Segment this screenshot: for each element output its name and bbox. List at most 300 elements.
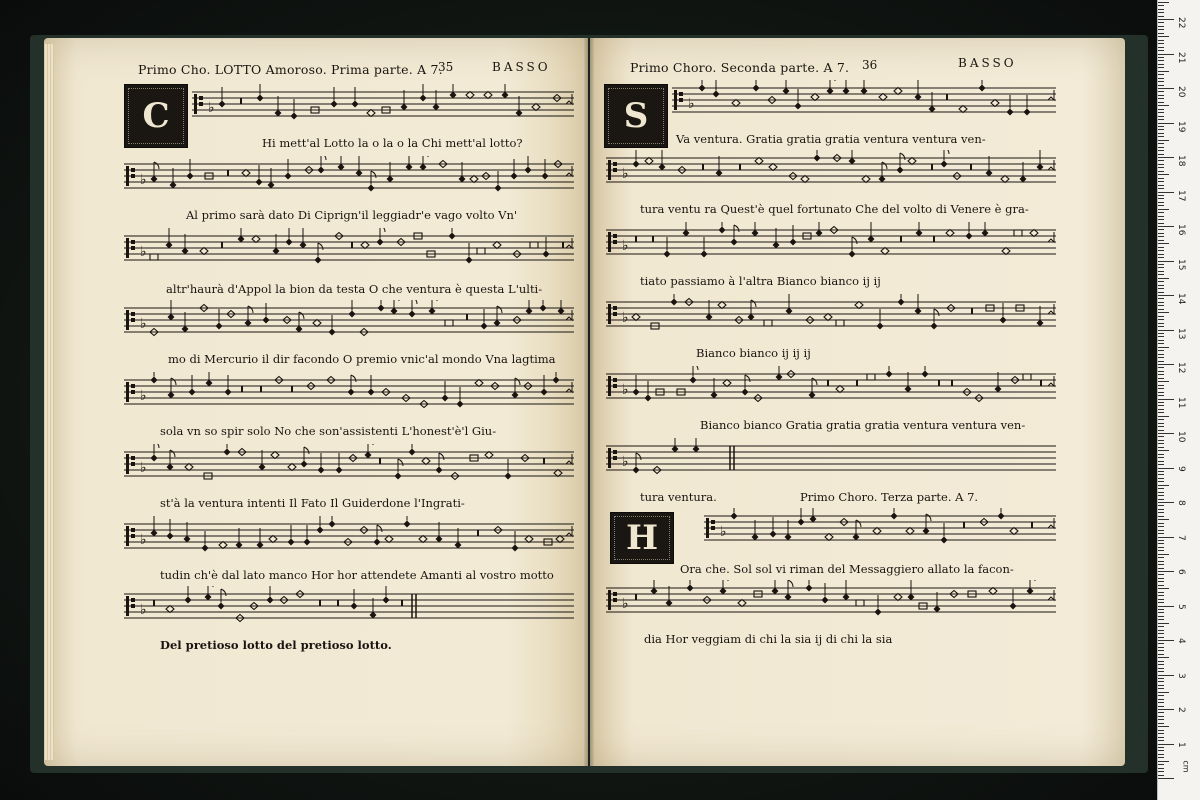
- ruler-tick: [1158, 775, 1164, 776]
- ruler-tick: [1158, 457, 1164, 458]
- lyric-line: Del pretioso lotto del pretioso lotto.: [160, 638, 392, 652]
- ruler-number: 7: [1176, 534, 1186, 541]
- ruler-tick: [1158, 381, 1169, 382]
- ruler-tick: [1158, 9, 1164, 10]
- music-staff: [124, 300, 574, 344]
- lyric-line: Bianco bianco ij ij ij: [696, 346, 811, 360]
- ruler-number: 20: [1176, 86, 1186, 98]
- ruler-number: 12: [1176, 362, 1186, 374]
- ruler-tick: [1158, 761, 1169, 762]
- ruler-tick: [1158, 178, 1164, 179]
- ruler-tick: [1158, 292, 1164, 293]
- ruler-tick: [1158, 409, 1164, 410]
- ruler-tick: [1158, 188, 1164, 189]
- ruler-tick: [1158, 57, 1164, 58]
- ruler-tick: [1158, 481, 1164, 482]
- ruler-tick: [1158, 685, 1164, 686]
- svg-text:♭: ♭: [140, 172, 147, 188]
- ruler-tick: [1158, 616, 1164, 617]
- ruler-tick: [1158, 40, 1164, 41]
- music-staff: [124, 586, 574, 630]
- ruler-tick: [1158, 126, 1164, 127]
- ruler-tick: [1158, 254, 1164, 255]
- decorated-initial-s: [604, 84, 668, 148]
- music-staff: [124, 444, 574, 488]
- ruler-tick: [1158, 744, 1174, 745]
- ruler-tick: [1158, 675, 1174, 676]
- ruler-tick: [1158, 43, 1164, 44]
- ruler-tick: [1158, 202, 1164, 203]
- ruler-tick: [1158, 471, 1164, 472]
- ruler-tick: [1158, 123, 1174, 124]
- ruler-tick: [1158, 302, 1164, 303]
- ruler-tick: [1158, 85, 1164, 86]
- music-staff: [124, 156, 574, 200]
- ruler-tick: [1158, 371, 1164, 372]
- lyric-line: altr'haurà d'Appol la bion da testa O che ventura è questa L'ulti-: [166, 282, 543, 296]
- ruler-tick: [1158, 661, 1164, 662]
- svg-text:♭: ♭: [140, 244, 147, 260]
- ruler-tick: [1158, 205, 1164, 206]
- book-gutter: [584, 38, 594, 766]
- ruler-tick: [1158, 623, 1169, 624]
- ruler-tick: [1158, 309, 1164, 310]
- ruler-tick: [1158, 323, 1164, 324]
- ruler-tick: [1158, 668, 1164, 669]
- ruler-tick: [1158, 526, 1164, 527]
- ruler-tick: [1158, 5, 1164, 6]
- ruler-tick: [1158, 523, 1164, 524]
- ruler-tick: [1158, 278, 1169, 279]
- ruler-tick: [1158, 757, 1164, 758]
- ruler-tick: [1158, 347, 1169, 348]
- ruler-tick: [1158, 533, 1164, 534]
- ruler-tick: [1158, 499, 1164, 500]
- ruler-number: 14: [1176, 293, 1186, 305]
- ruler-tick: [1158, 233, 1164, 234]
- ruler-tick: [1158, 261, 1174, 262]
- svg-text:♭: ♭: [208, 100, 215, 116]
- ruler-tick: [1158, 633, 1164, 634]
- ruler-tick: [1158, 240, 1164, 241]
- ruler-tick: [1158, 478, 1164, 479]
- ruler-number: 1: [1176, 741, 1186, 748]
- ruler-tick: [1158, 519, 1169, 520]
- ruler-tick: [1158, 336, 1164, 337]
- ruler-tick: [1158, 771, 1164, 772]
- ruler-tick: [1158, 606, 1174, 607]
- ruler-tick: [1158, 557, 1164, 558]
- ruler-tick: [1158, 671, 1164, 672]
- ruler-tick: [1158, 399, 1174, 400]
- svg-text:♭: ♭: [622, 238, 629, 254]
- ruler-tick: [1158, 657, 1169, 658]
- ruler-tick: [1158, 33, 1164, 34]
- music-staff: [606, 294, 1056, 338]
- ruler-tick: [1158, 167, 1164, 168]
- ruler-tick: [1158, 171, 1164, 172]
- ruler-number: 11: [1176, 396, 1186, 408]
- svg-text:♭: ♭: [622, 596, 629, 612]
- ruler-tick: [1158, 509, 1164, 510]
- ruler-number: 13: [1176, 327, 1186, 339]
- ruler-tick: [1158, 88, 1174, 89]
- ruler-tick: [1158, 550, 1164, 551]
- lyric-line: dia Hor veggiam di chi la sia ij di chi la sia: [644, 632, 893, 646]
- ruler-tick: [1158, 709, 1174, 710]
- music-staff: [192, 84, 574, 128]
- left-page-header: Primo Cho. LOTTO Amoroso. Prima parte. A 7.: [138, 62, 443, 77]
- ruler-tick: [1158, 654, 1164, 655]
- ruler-number: 17: [1176, 189, 1186, 201]
- ruler-tick: [1158, 2, 1169, 3]
- ruler-tick: [1158, 430, 1164, 431]
- ruler-tick: [1158, 730, 1164, 731]
- ruler-tick: [1158, 512, 1164, 513]
- music-staff: [672, 80, 1056, 124]
- svg-text:♭: ♭: [720, 524, 727, 540]
- ruler-tick: [1158, 71, 1169, 72]
- ruler-tick: [1158, 768, 1164, 769]
- lyric-line: Al primo sarà dato Di Ciprign'il leggiadr'e vago volto Vn': [186, 208, 518, 222]
- ruler-tick: [1158, 592, 1164, 593]
- ruler-tick: [1158, 288, 1164, 289]
- ruler-tick: [1158, 298, 1164, 299]
- ruler-tick: [1158, 516, 1164, 517]
- ruler-tick: [1158, 461, 1164, 462]
- ruler-tick: [1158, 637, 1164, 638]
- ruler-tick: [1158, 267, 1164, 268]
- svg-text:♭: ♭: [622, 166, 629, 182]
- ruler-tick: [1158, 726, 1169, 727]
- ruler-tick: [1158, 316, 1164, 317]
- ruler-tick: [1158, 333, 1164, 334]
- initial-letter: H: [625, 518, 659, 558]
- ruler-tick: [1158, 561, 1164, 562]
- lyric-line: Bianco bianco Gratia gratia gratia ventura ventura ven-: [700, 418, 1026, 432]
- ruler-number: 16: [1176, 224, 1186, 236]
- svg-text:♭: ♭: [140, 602, 147, 618]
- ruler-tick: [1158, 136, 1164, 137]
- ruler-tick: [1158, 274, 1164, 275]
- ruler-tick: [1158, 436, 1164, 437]
- ruler-tick: [1158, 112, 1164, 113]
- ruler-tick: [1158, 612, 1164, 613]
- right-page-header: Primo Choro. Seconda parte. A 7.: [630, 60, 850, 75]
- ruler-tick: [1158, 492, 1164, 493]
- ruler-tick: [1158, 699, 1164, 700]
- ruler-tick: [1158, 468, 1174, 469]
- ruler-tick: [1158, 619, 1164, 620]
- ruler-tick: [1158, 688, 1164, 689]
- ruler-tick: [1158, 630, 1164, 631]
- ruler-tick: [1158, 229, 1164, 230]
- ruler-tick: [1158, 474, 1164, 475]
- svg-text:♭: ♭: [140, 316, 147, 332]
- ruler-tick: [1158, 119, 1164, 120]
- lyric-line: tudin ch'è dal lato manco Hor hor attendete Amanti al vostro motto: [160, 568, 554, 582]
- ruler-tick: [1158, 440, 1164, 441]
- ruler-number: 10: [1176, 431, 1186, 443]
- ruler-tick: [1158, 133, 1164, 134]
- ruler-tick: [1158, 343, 1164, 344]
- ruler-tick: [1158, 433, 1174, 434]
- ruler-tick: [1158, 185, 1164, 186]
- ruler-tick: [1158, 447, 1164, 448]
- ruler-tick: [1158, 102, 1164, 103]
- ruler-tick: [1158, 109, 1164, 110]
- ruler-tick: [1158, 695, 1164, 696]
- ruler-tick: [1158, 16, 1164, 17]
- right-page-voice: BASSO: [958, 56, 1017, 70]
- ruler-tick: [1158, 64, 1164, 65]
- ruler-tick: [1158, 485, 1169, 486]
- ruler-tick: [1158, 585, 1164, 586]
- svg-text:♭: ♭: [140, 460, 147, 476]
- ruler-tick: [1158, 554, 1169, 555]
- decorated-initial-h: [610, 512, 674, 564]
- ruler-tick: [1158, 74, 1164, 75]
- svg-text:♭: ♭: [622, 454, 629, 470]
- ruler-tick: [1158, 530, 1164, 531]
- lyric-line: tura ventura.: [640, 490, 717, 504]
- ruler-tick: [1158, 326, 1164, 327]
- music-staff: [124, 228, 574, 272]
- lyric-line: Hi mett'al Lotto la o la o la Chi mett'al lotto?: [262, 136, 523, 150]
- ruler-tick: [1158, 543, 1164, 544]
- ruler-tick: [1158, 419, 1164, 420]
- ruler-tick: [1158, 650, 1164, 651]
- ruler-unit: cm: [1181, 760, 1191, 773]
- ruler-tick: [1158, 212, 1164, 213]
- ruler-tick: [1158, 502, 1174, 503]
- ruler-tick: [1158, 712, 1164, 713]
- measurement-ruler: [1157, 0, 1200, 800]
- ruler-tick: [1158, 423, 1164, 424]
- svg-text:♭: ♭: [622, 382, 629, 398]
- ruler-tick: [1158, 450, 1169, 451]
- ruler-tick: [1158, 26, 1164, 27]
- ruler-tick: [1158, 702, 1164, 703]
- ruler-tick: [1158, 581, 1164, 582]
- ruler-tick: [1158, 226, 1174, 227]
- initial-letter: S: [623, 96, 649, 136]
- ruler-tick: [1158, 67, 1164, 68]
- ruler-tick: [1158, 95, 1164, 96]
- ruler-tick: [1158, 547, 1164, 548]
- ruler-tick: [1158, 488, 1164, 489]
- ruler-number: 3: [1176, 672, 1186, 679]
- ruler-tick: [1158, 412, 1164, 413]
- ruler-tick: [1158, 22, 1164, 23]
- music-staff: [606, 438, 1056, 482]
- ruler-tick: [1158, 454, 1164, 455]
- ruler-tick: [1158, 568, 1164, 569]
- ruler-tick: [1158, 12, 1164, 13]
- ruler-tick: [1158, 54, 1174, 55]
- ruler-tick: [1158, 595, 1164, 596]
- ruler-number: 9: [1176, 465, 1186, 472]
- music-staff: [606, 366, 1056, 410]
- ruler-tick: [1158, 750, 1164, 751]
- ruler-number: 21: [1176, 51, 1186, 63]
- lyric-line: st'à la ventura intenti Il Fato Il Guiderdone l'Ingrati-: [160, 496, 465, 510]
- ruler-tick: [1158, 640, 1174, 641]
- ruler-tick: [1158, 243, 1169, 244]
- ruler-tick: [1158, 264, 1164, 265]
- ruler-tick: [1158, 664, 1164, 665]
- ruler-tick: [1158, 81, 1164, 82]
- ruler-tick: [1158, 154, 1164, 155]
- ruler-tick: [1158, 247, 1164, 248]
- ruler-tick: [1158, 174, 1169, 175]
- ruler-tick: [1158, 495, 1164, 496]
- ruler-tick: [1158, 737, 1164, 738]
- decorated-initial-c: [124, 84, 188, 148]
- ruler-tick: [1158, 350, 1164, 351]
- ruler-tick: [1158, 402, 1164, 403]
- ruler-tick: [1158, 426, 1164, 427]
- ruler-tick: [1158, 250, 1164, 251]
- ruler-tick: [1158, 105, 1169, 106]
- ruler-tick: [1158, 723, 1164, 724]
- ruler-tick: [1158, 588, 1169, 589]
- music-staff: [124, 372, 574, 416]
- ruler-tick: [1158, 378, 1164, 379]
- ruler-tick: [1158, 209, 1169, 210]
- ruler-tick: [1158, 50, 1164, 51]
- ruler-tick: [1158, 91, 1164, 92]
- ruler-tick: [1158, 271, 1164, 272]
- ruler-tick: [1158, 195, 1164, 196]
- lyric-line: sola vn so spir solo No che son'assistenti L'honest'è'l Giu-: [160, 424, 497, 438]
- ruler-tick: [1158, 354, 1164, 355]
- ruler-tick: [1158, 364, 1174, 365]
- music-staff: [704, 508, 1056, 552]
- ruler-tick: [1158, 216, 1164, 217]
- lyric-line: Ora che. Sol sol vi riman del Messaggiero allato la facon-: [680, 562, 1014, 576]
- ruler-tick: [1158, 643, 1164, 644]
- ruler-tick: [1158, 129, 1164, 130]
- ruler-tick: [1158, 157, 1174, 158]
- ruler-tick: [1158, 312, 1169, 313]
- ruler-tick: [1158, 692, 1169, 693]
- ruler-tick: [1158, 116, 1164, 117]
- ruler-tick: [1158, 285, 1164, 286]
- ruler-tick: [1158, 716, 1164, 717]
- ruler-tick: [1158, 140, 1169, 141]
- svg-text:♭: ♭: [140, 532, 147, 548]
- ruler-tick: [1158, 706, 1164, 707]
- ruler-tick: [1158, 361, 1164, 362]
- ruler-tick: [1158, 281, 1164, 282]
- ruler-tick: [1158, 192, 1174, 193]
- ruler-tick: [1158, 747, 1164, 748]
- ruler-tick: [1158, 681, 1164, 682]
- ruler-tick: [1158, 367, 1164, 368]
- ruler-tick: [1158, 374, 1164, 375]
- ruler-tick: [1158, 609, 1164, 610]
- ruler-tick: [1158, 405, 1164, 406]
- ruler-number: 4: [1176, 638, 1186, 644]
- ruler-tick: [1158, 236, 1164, 237]
- ruler-tick: [1158, 295, 1174, 296]
- music-staff: [124, 516, 574, 560]
- ruler-tick: [1158, 305, 1164, 306]
- left-page-voice: BASSO: [492, 60, 551, 74]
- ruler-number: 22: [1176, 17, 1186, 29]
- ruler-tick: [1158, 385, 1164, 386]
- ruler-number: 18: [1176, 155, 1186, 167]
- ruler-number: 15: [1176, 258, 1186, 270]
- ruler-tick: [1158, 392, 1164, 393]
- ruler-tick: [1158, 537, 1174, 538]
- ruler-number: 2: [1176, 707, 1186, 713]
- ruler-tick: [1158, 505, 1164, 506]
- ruler-tick: [1158, 571, 1174, 572]
- ruler-tick: [1158, 574, 1164, 575]
- left-page-number: 35: [438, 60, 454, 74]
- svg-text:♭: ♭: [622, 310, 629, 326]
- ruler-tick: [1158, 357, 1164, 358]
- ruler-tick: [1158, 219, 1164, 220]
- ruler-tick: [1158, 778, 1174, 779]
- ruler-tick: [1158, 388, 1164, 389]
- section-title: Primo Choro. Terza parte. A 7.: [800, 490, 979, 504]
- ruler-tick: [1158, 340, 1164, 341]
- ruler-tick: [1158, 599, 1164, 600]
- ruler-tick: [1158, 678, 1164, 679]
- ruler-tick: [1158, 626, 1164, 627]
- page-edges: [44, 44, 54, 760]
- ruler-tick: [1158, 164, 1164, 165]
- ruler-tick: [1158, 150, 1164, 151]
- ruler-tick: [1158, 19, 1174, 20]
- ruler-tick: [1158, 754, 1164, 755]
- ruler-tick: [1158, 47, 1164, 48]
- ruler-tick: [1158, 647, 1164, 648]
- right-page-number: 36: [862, 58, 878, 72]
- ruler-tick: [1158, 416, 1169, 417]
- ruler-tick: [1158, 36, 1169, 37]
- ruler-tick: [1158, 764, 1164, 765]
- ruler-tick: [1158, 60, 1164, 61]
- music-staff: [606, 150, 1056, 194]
- ruler-tick: [1158, 257, 1164, 258]
- ruler-tick: [1158, 719, 1164, 720]
- ruler-tick: [1158, 740, 1164, 741]
- ruler-tick: [1158, 330, 1174, 331]
- ruler-tick: [1158, 160, 1164, 161]
- ruler-tick: [1158, 564, 1164, 565]
- ruler-tick: [1158, 181, 1164, 182]
- ruler-tick: [1158, 143, 1164, 144]
- ruler-tick: [1158, 395, 1164, 396]
- ruler-number: 6: [1176, 569, 1186, 575]
- ruler-tick: [1158, 319, 1164, 320]
- svg-text:♭: ♭: [140, 388, 147, 404]
- lyric-line: tiato passiamo à l'altra Bianco bianco ij ij: [640, 274, 881, 288]
- ruler-number: 8: [1176, 500, 1186, 506]
- music-staff: [606, 580, 1056, 624]
- ruler-tick: [1158, 443, 1164, 444]
- ruler-tick: [1158, 464, 1164, 465]
- ruler-tick: [1158, 540, 1164, 541]
- ruler-tick: [1158, 578, 1164, 579]
- ruler-tick: [1158, 78, 1164, 79]
- ruler-tick: [1158, 602, 1164, 603]
- ruler-tick: [1158, 223, 1164, 224]
